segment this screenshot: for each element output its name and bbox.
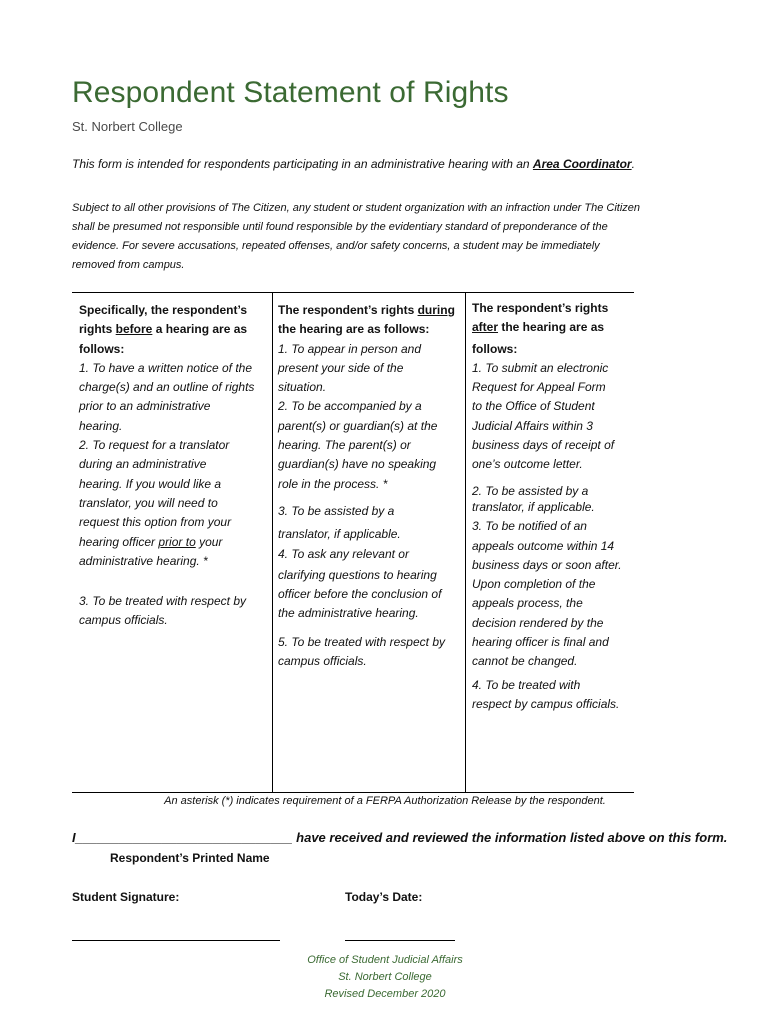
footer-line: Revised December 2020: [324, 988, 446, 1000]
ack-prefix: I: [72, 830, 76, 845]
rights-line: 1. To submit an electronic: [472, 360, 609, 375]
column-heading: [278, 301, 464, 320]
rights-line: the administrative hearing.: [278, 606, 419, 621]
rights-line: charge(s) and an outline of rights: [79, 380, 255, 395]
heading-text: the hearing are as: [498, 320, 605, 335]
column-divider: [465, 292, 466, 792]
rights-line: to the Office of Student: [472, 399, 595, 414]
rights-line: [79, 533, 269, 552]
table-bottom-rule: [72, 792, 634, 793]
rights-line: administrative hearing. *: [79, 553, 208, 568]
intro-suffix: .: [631, 157, 635, 171]
printed-name-blank[interactable]: ______________________________: [75, 830, 293, 845]
rights-line: role in the process. *: [278, 476, 388, 491]
rights-line: parent(s) or guardian(s) at the: [278, 418, 438, 433]
rights-line: cannot be changed.: [472, 654, 578, 669]
rights-line: Judicial Affairs within 3: [472, 418, 593, 433]
printed-name-label: Respondent’s Printed Name: [110, 851, 270, 865]
rights-text: hearing officer: [79, 534, 159, 549]
column-heading: Specifically, the respondent’s: [79, 303, 248, 317]
intro-emphasis: Area Coordinator: [532, 157, 632, 171]
signature-line[interactable]: [72, 940, 280, 941]
subject-paragraph: [72, 199, 712, 275]
rights-text: your: [195, 534, 223, 549]
subject-line: evidence. For severe accusations, repeated offenses, and/or safety concerns, a student may be immediately: [72, 240, 600, 252]
rights-line: 2. To be assisted by a: [472, 483, 589, 498]
rights-line: situation.: [278, 380, 327, 395]
rights-line: during an administrative: [79, 457, 207, 472]
rights-line: hearing. The parent(s) or: [278, 438, 411, 453]
rights-line: business days or soon after.: [472, 557, 622, 572]
asterisk-note: An asterisk (*) indicates requirement of a FERPA Authorization Release by the respondent.: [164, 795, 606, 807]
rights-line: 5. To be treated with respect by: [278, 634, 445, 649]
intro-prefix: This form is intended for respondents participating in an administrative hearing with an: [72, 157, 533, 171]
rights-line: translator, you will need to: [79, 495, 218, 510]
rights-line: translator, if applicable.: [472, 499, 595, 514]
rights-line: hearing. If you would like a: [79, 476, 222, 491]
rights-line: 1. To appear in person and: [278, 341, 421, 356]
rights-line: campus officials.: [79, 613, 168, 628]
rights-after-column: [472, 299, 632, 714]
column-heading: The respondent’s rights: [472, 301, 609, 315]
heading-emphasis: before: [115, 322, 153, 337]
footer-line: Office of Student Judicial Affairs: [307, 954, 463, 966]
rights-line: 2. To request for a translator: [79, 438, 230, 453]
rights-line: clarifying questions to hearing: [278, 567, 437, 582]
footer: [0, 952, 770, 1003]
rights-emphasis: prior to: [158, 534, 196, 549]
rights-line: guardian(s) have no speaking: [278, 457, 437, 472]
footer-line: St. Norbert College: [338, 971, 432, 983]
rights-line: request this option from your: [79, 515, 232, 530]
rights-before-column: [79, 301, 269, 631]
column-heading: [472, 318, 632, 337]
intro-text: [72, 157, 635, 171]
column-divider: [272, 292, 273, 792]
column-heading: follows:: [472, 341, 518, 356]
rights-line: Upon completion of the: [472, 577, 596, 592]
heading-text: a hearing are as: [152, 322, 248, 337]
rights-line: respect by campus officials.: [472, 696, 620, 711]
rights-line: present your side of the: [278, 360, 404, 375]
page-title: Respondent Statement of Rights: [72, 76, 509, 109]
rights-line: hearing officer is final and: [472, 635, 609, 650]
rights-line: translator, if applicable.: [278, 527, 401, 542]
heading-emphasis: during: [417, 303, 455, 317]
ack-text: have received and reviewed the information listed above on this form.: [292, 830, 728, 845]
heading-text: rights: [79, 322, 116, 337]
rights-line: Request for Appeal Form: [472, 380, 606, 395]
rights-line: 4. To ask any relevant or: [278, 546, 409, 561]
rights-line: 2. To be accompanied by a: [278, 399, 422, 414]
rights-line: appeals outcome within 14: [472, 538, 615, 553]
column-heading: [79, 320, 269, 339]
rights-line: officer before the conclusion of: [278, 587, 442, 602]
college-name: St. Norbert College: [72, 119, 183, 134]
rights-line: 3. To be assisted by a: [278, 503, 395, 518]
rights-during-column: [278, 301, 464, 671]
subject-line: Subject to all other provisions of The Citizen, any student or student organization with an infraction under The Citizen: [72, 202, 641, 214]
rights-line: one’s outcome letter.: [472, 457, 583, 472]
rights-line: campus officials.: [278, 654, 367, 669]
rights-line: 1. To have a written notice of the: [79, 360, 252, 375]
rights-line: hearing.: [79, 418, 123, 433]
table-top-rule: [72, 292, 634, 293]
heading-emphasis: after: [472, 320, 499, 335]
rights-line: 4. To be treated with: [472, 677, 581, 692]
column-heading: follows:: [79, 341, 125, 356]
subject-line: shall be presumed not responsible until found responsible by the evidentiary standard of preponderance of the: [72, 221, 608, 233]
column-heading: the hearing are as follows:: [278, 322, 430, 337]
heading-text: The respondent’s rights: [278, 303, 418, 317]
rights-line: prior to an administrative: [79, 399, 211, 414]
rights-line: decision rendered by the: [472, 615, 604, 630]
acknowledgement-statement: [72, 830, 727, 845]
student-signature-label: Student Signature:: [72, 890, 180, 904]
date-line[interactable]: [345, 940, 455, 941]
rights-line: appeals process, the: [472, 596, 583, 611]
rights-line: 3. To be notified of an: [472, 519, 587, 534]
rights-line: 3. To be treated with respect by: [79, 594, 246, 609]
rights-line: business days of receipt of: [472, 438, 615, 453]
subject-line: removed from campus.: [72, 259, 185, 271]
todays-date-label: Today’s Date:: [345, 890, 423, 904]
